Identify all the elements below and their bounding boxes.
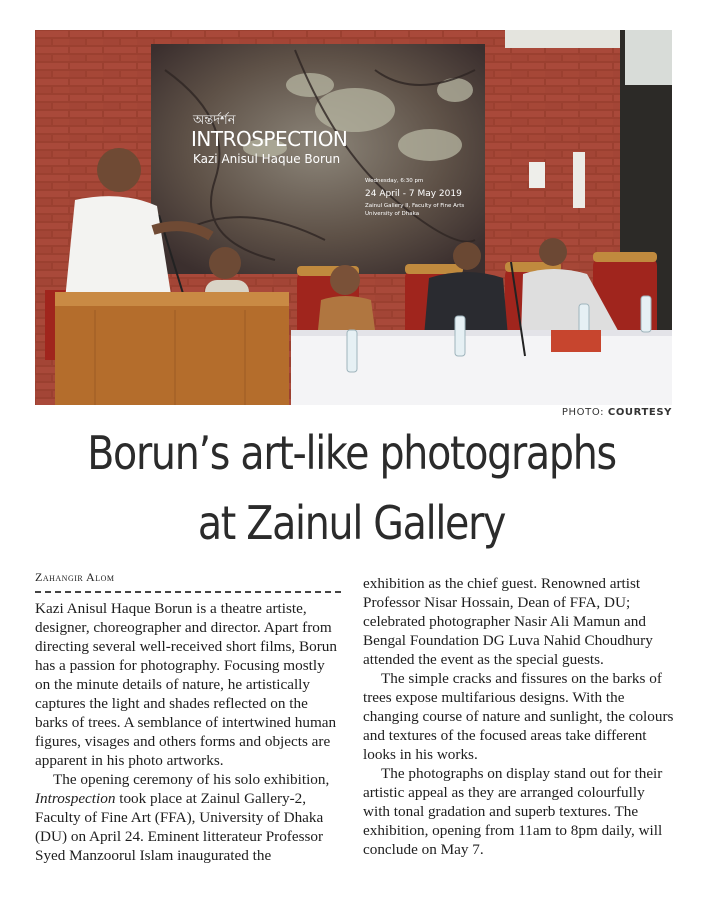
column2-paragraph-3: The photographs on display stand out for their artistic appeal as they are arranged colourfully with tonal gradation and superb textures. The exhibition, opening from 11am to 8pm daily, will conclude on May 7. <box>363 765 663 858</box>
poster-artist: Kazi Anisul Haque Borun <box>193 152 341 166</box>
article-column-1 <box>35 599 343 865</box>
column1-paragraph-2-end: took place at Zainul Gallery-2, Faculty of Fine Art (FFA), University of Dhaka (DU) on April 24. Eminent litterateur Professor Syed Manzoorul Islam inaugurated the <box>35 790 324 864</box>
poster-title: INTROSPECTION <box>191 127 348 151</box>
poster-venue-line1: Zainul Gallery II, Faculty of Fine Arts <box>365 203 465 209</box>
exhibition-title: Introspection <box>35 790 116 807</box>
byline-divider <box>35 591 341 593</box>
article-column-2 <box>363 574 675 859</box>
event-photo <box>35 30 672 405</box>
photo-credit <box>562 407 672 418</box>
column2-paragraph-2: The simple cracks and fissures on the barks of trees expose multifarious designs. With the changing course of nature and sunlight, the colours and textures of the focused areas take different looks in his works. <box>363 670 674 763</box>
poster-dates: 24 April - 7 May 2019 <box>365 189 462 199</box>
photo-credit-source: COURTESY <box>607 407 672 418</box>
column1-paragraph-2-start: The opening ceremony of his solo exhibition, <box>53 771 330 788</box>
headline-line2: at Zainul Gallery <box>197 496 506 550</box>
column1-paragraph-1: Kazi Anisul Haque Borun is a theatre artiste, designer, choreographer and director. Apart from directing several well-received short films, Borun has a passion for photography. Focusing mostly on the minute details of nature, he artistically captures the light and shades reflected on the barks of trees. A semblance of intertwined human figures, visages and others forms and objects are apparent in his photo artworks. <box>35 600 337 769</box>
byline: Zahangir Alom <box>35 570 115 584</box>
poster-bengali-title: অন্তর্দর্শন <box>193 113 236 128</box>
headline-line1: Borun’s art-like photographs <box>87 426 616 480</box>
column2-paragraph-1: exhibition as the chief guest. Renowned artist Professor Nisar Hossain, Dean of FFA, DU; celebrated photographer Nasir Ali Mamun and Bengal Foundation DG Luva Nahid Choudhury attended the event as the special guests. <box>363 575 653 668</box>
poster-venue-line2: University of Dhaka <box>365 211 420 217</box>
event-photo-illustration <box>35 30 672 405</box>
headline <box>49 418 654 558</box>
photo-credit-label: PHOTO: <box>561 407 605 418</box>
poster-time: Wednesday, 6:30 pm <box>365 178 424 184</box>
column1-paragraph-2 <box>35 770 343 865</box>
